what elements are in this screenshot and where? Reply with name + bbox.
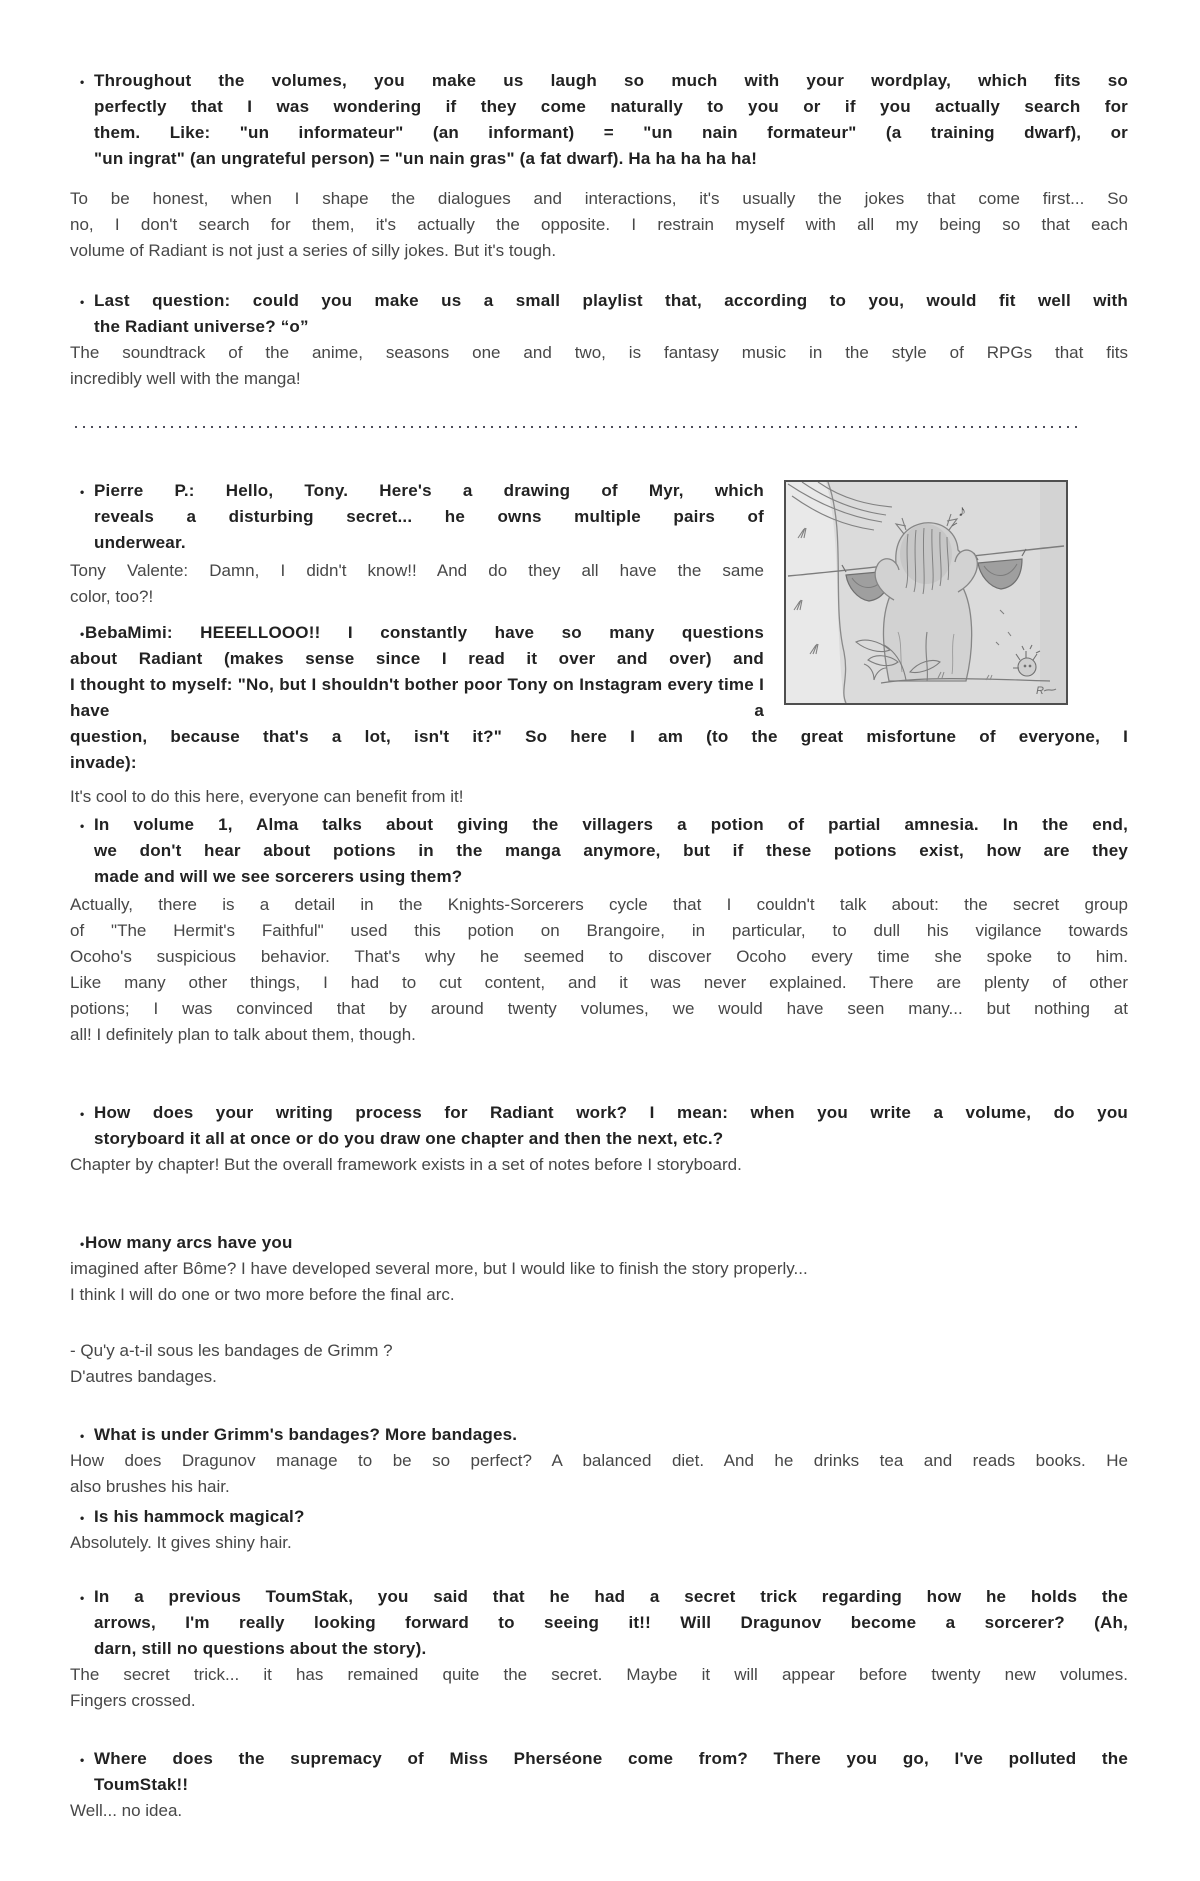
text-line: - Qu'y a-t-il sous les bandages de Grimm ? — [70, 1341, 393, 1360]
text-line: volume of Radiant is not just a series of silly jokes. But it's tough. — [70, 241, 557, 260]
answer-grimm-bandages — [70, 1448, 1128, 1500]
question-pherseone — [70, 1746, 1128, 1798]
text-line: Fingers crossed. — [70, 1691, 196, 1710]
text-line: imagined after Bôme? I have developed several more, but I would like to finish the story properly... — [70, 1259, 808, 1278]
bullet-marker: • — [80, 1107, 85, 1121]
text-line: Tony Valente: Damn, I didn't know!! And do they all have the same — [70, 561, 764, 580]
french-note — [70, 1338, 1128, 1390]
question-hammock — [70, 1504, 1128, 1530]
bullet-marker: • — [80, 1591, 85, 1605]
bullet-marker: • — [80, 75, 85, 89]
answer-pherseone — [70, 1798, 1128, 1824]
text-line: incredibly well with the manga! — [70, 369, 301, 388]
text-line: all! I definitely plan to talk about them, though. — [70, 1025, 416, 1044]
text-line: potions; I was convinced that by around twenty volumes, we would have seen many... but nothing at — [70, 999, 1128, 1018]
bullet-marker: • — [80, 485, 85, 499]
question-grimm-bandages — [70, 1422, 1128, 1448]
text-line: It's cool to do this here, everyone can benefit from it! — [70, 787, 464, 806]
text-line: Actually, there is a detail in the Knights-Sorcerers cycle that I couldn't talk about: the secret group — [70, 895, 1128, 914]
question-potions — [70, 812, 1128, 890]
text-line: The secret trick... it has remained quite the secret. Maybe it will appear before twenty new volumes. — [70, 1665, 1128, 1684]
question-arcs — [70, 1230, 1128, 1256]
answer-wordplay — [70, 186, 1128, 264]
answer-dragunov-trick — [70, 1662, 1128, 1714]
text-line: To be honest, when I shape the dialogues and interactions, it's usually the jokes that come first... So — [70, 189, 1128, 208]
answer-arcs — [70, 1256, 1128, 1308]
question-playlist — [70, 288, 1128, 340]
text-line: Throughout the volumes, you make us laugh so much with your wordplay, which fits so — [94, 71, 1128, 90]
bullet-marker: • — [80, 819, 85, 833]
text-line: Is his hammock magical? — [94, 1507, 305, 1526]
text-line: underwear. — [94, 533, 186, 552]
bullet-marker: • — [80, 295, 85, 309]
answer-writing-process — [70, 1152, 1128, 1178]
text-line: made and will we see sorcerers using them? — [94, 867, 463, 886]
text-line: How does Dragunov manage to be so perfect? A balanced diet. And he drinks tea and reads books. He — [70, 1451, 1128, 1470]
text-line: reveals a disturbing secret... he owns multiple pairs of — [94, 507, 764, 526]
bullet-marker: • — [80, 627, 85, 641]
text-line: I thought to myself: "No, but I shouldn't bother poor Tony on Instagram every time I have a — [70, 675, 764, 720]
text-line: perfectly that I was wondering if they come naturally to you or if you actually search for — [94, 97, 1128, 116]
text-line: ToumStak!! — [94, 1775, 189, 1794]
text-line: arrows, I'm really looking forward to seeing it!! Will Dragunov become a sorcerer? (Ah, — [94, 1613, 1128, 1632]
text-line: D'autres bandages. — [70, 1367, 217, 1386]
text-line: Well... no idea. — [70, 1801, 183, 1820]
question-dragunov-trick — [70, 1584, 1128, 1662]
text-line: question, because that's a lot, isn't it?" So here I am (to the great misfortune of everyone, I — [70, 727, 1128, 746]
text-line: them. Like: "un informateur" (an informant) = "un nain formateur" (a training dwarf), or — [94, 123, 1128, 142]
text-line: Chapter by chapter! But the overall framework exists in a set of notes before I storyboard. — [70, 1155, 742, 1174]
text-line: The soundtrack of the anime, seasons one and two, is fantasy music in the style of RPGs that fits — [70, 343, 1128, 362]
answer-hammock — [70, 1530, 1128, 1556]
text-line: BebaMimi: HEEELLOOO!! I constantly have so many questions — [85, 623, 764, 642]
question-writing-process — [70, 1100, 1128, 1152]
drawing-section — [70, 478, 1128, 810]
text-line: Like many other things, I had to cut content, and it was never explained. There are plenty of other — [70, 973, 1128, 992]
text-line: Pierre P.: Hello, Tony. Here's a drawing of Myr, which — [94, 481, 764, 500]
text-line: Absolutely. It gives shiny hair. — [70, 1533, 292, 1552]
question-wordplay — [70, 68, 1128, 172]
text-line: What is under Grimm's bandages? More bandages. — [94, 1425, 518, 1444]
text-line: we don't hear about potions in the manga anymore, but if these potions exist, how are they — [94, 841, 1128, 860]
bullet-marker: • — [80, 1429, 85, 1443]
question-bebamimi — [70, 620, 1128, 776]
text-line: Last question: could you make us a small playlist that, according to you, would fit well with — [94, 291, 1128, 310]
text-line: storyboard it all at once or do you draw one chapter and then the next, etc.? — [94, 1129, 724, 1148]
answer-playlist — [70, 340, 1128, 392]
artist-signature: R — [1036, 685, 1044, 697]
question-myr-drawing — [70, 478, 1128, 556]
bullet-marker: • — [80, 1511, 85, 1525]
text-line: Where does the supremacy of Miss Pherséone come from? There you go, I've polluted the — [94, 1749, 1128, 1768]
text-line: Ocoho's suspicious behavior. That's why he seemed to discover Ocoho every time she spoke to him. — [70, 947, 1128, 966]
answer-potions — [70, 892, 1128, 1048]
text-line: I think I will do one or two more before the final arc. — [70, 1285, 455, 1304]
text-line: "un ingrat" (an ungrateful person) = "un nain gras" (a fat dwarf). Ha ha ha ha ha! — [94, 149, 758, 168]
text-line: How does your writing process for Radiant work? I mean: when you write a volume, do you — [94, 1103, 1128, 1122]
text-line: invade): — [70, 753, 137, 772]
text-line: also brushes his hair. — [70, 1477, 230, 1496]
text-line: In a previous ToumStak, you said that he had a secret trick regarding how he holds the — [94, 1587, 1128, 1606]
music-note-glyph: ♪ — [958, 503, 966, 520]
text-line: the Radiant universe? “o” — [94, 317, 309, 336]
text-line: of "The Hermit's Faithful" used this potion on Brangoire, in particular, to dull his vigilance towards — [70, 921, 1128, 940]
dotted-divider — [75, 426, 1077, 428]
text-line: In volume 1, Alma talks about giving the villagers a potion of partial amnesia. In the end, — [94, 815, 1128, 834]
text-line: color, too?! — [70, 587, 154, 606]
text-line: darn, still no questions about the story). — [94, 1639, 427, 1658]
bullet-marker: • — [80, 1237, 85, 1251]
text-line: no, I don't search for them, it's actually the opposite. I restrain myself with all my being so that each — [70, 215, 1128, 234]
text-line: How many arcs have you — [85, 1233, 293, 1252]
bullet-marker: • — [80, 1753, 85, 1767]
text-line: about Radiant (makes sense since I read it over and over) and — [70, 649, 764, 668]
answer-bebamimi — [70, 784, 1128, 810]
